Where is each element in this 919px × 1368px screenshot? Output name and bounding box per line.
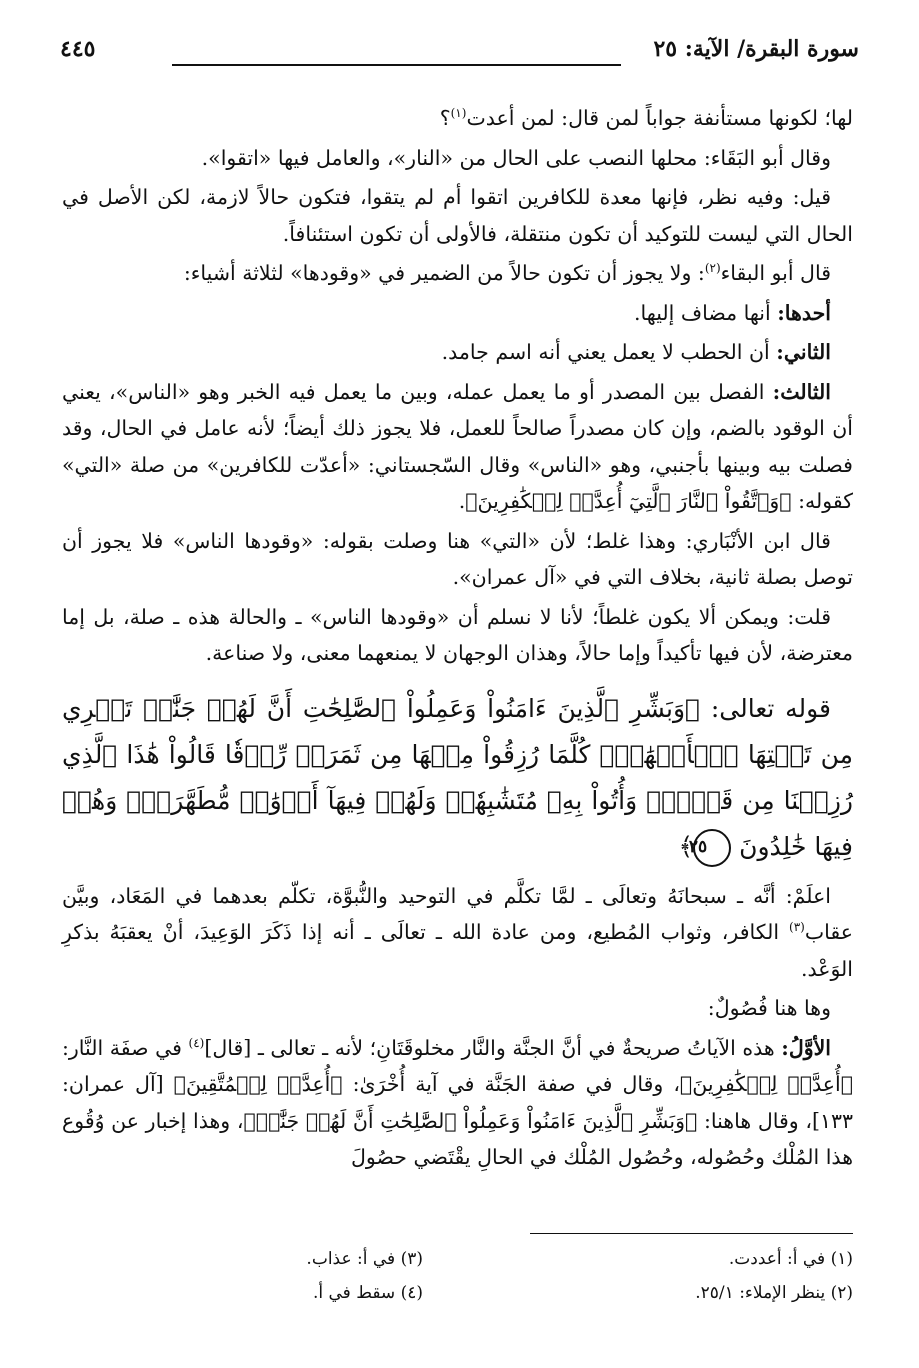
paragraph-text-cont: الكافر، وثواب المُطيع، ومن عادة الله ـ تعالَى ـ أنه إذا ذَكَرَ الوَعِيدَ، أنْ يعقبَهُ بذكرِ الوَعْد. [62,920,853,981]
paragraph-text: قال ابن الأنْبَاري: وهذا غلط؛ لأن «التي» هنا وصلت بقوله: «وقودها الناس» فلا يجوز أن توصل بصلة ثانية، بخلاف التي في «آل عمران». [62,528,853,589]
paragraph-text-cont: : ولا يجوز أن تكون حالاً من الضمير في «وقودها» لثلاثة أشياء: [183,261,705,285]
paragraph-lead: الأوَّلُ: [781,1035,831,1060]
paragraph-text: وقال أبو البَقَاء: محلها النصب على الحال من «النار»، والعامل فيها «اتقوا». [201,145,831,170]
verse-intro: قوله تعالى: [700,693,831,723]
paragraph [62,140,853,177]
paragraph-text: قال أبو البقاء [720,261,831,285]
paragraph-lead: الثاني: [776,340,831,364]
paragraph [62,878,853,988]
footnote: (٤) سقط في أ. [312,1283,423,1303]
paragraph-text: أن الحطب لا يعمل يعني أنه اسم جامد. [441,340,777,364]
verse-number-marker: ٢٥ [693,829,731,867]
paragraph-text: قلت: ويمكن ألا يكون غلطاً؛ لأنا لا نسلم أن «وقودها الناس» ـ والحالة هذه ـ صلة، بل إما معترضة، لأن فيها تأكيداً وإما حالاً، وهذان الوجهان لا يمنعهما معنى، ولا صناعة. [62,604,853,665]
paragraph-text-cont: في صفَة النَّار: ﴿أُعِدَّتۡ لِلۡكَٰفِرِينَ﴾، وقال في صفة الجَنَّة في آية أُخْرَىٰ: ﴿أُعِدَّتۡ لِلۡمُتَّقِينَ﴾ [آل عمران: ١٣٣]، وقال هاهنا: ﴿وَبَشِّرِ ٱلَّذِينَ ءَامَنُواْ وَعَمِلُواْ ٱلصَّٰلِحَٰتِ أَنَّ لَهُمۡ جَنَّٰتٖ﴾، وهذا إخبار عن وُقُوع هذا المُلْك وحُصُوله، وحُصُول المُلْك في الحالِ يقْتَضي حصُولَ [62,1035,853,1169]
running-header [60,34,859,74]
paragraph [62,295,853,332]
page-number: ٤٤٥ [60,36,96,62]
paragraph [62,599,853,672]
paragraph-lead: الثالث: [772,379,831,404]
paragraph [62,374,853,520]
chapter-title: سورة البقرة/ الآية: ٢٥ [653,36,859,62]
paragraph-text: الفصل بين المصدر أو ما يعمل عمله، وبين ما يعمل فيه الخبر وهو «الناس»، يعني أن الوقود بالضم، وإن كان مصدراً صالحاً للعمل، فلا يجوز ذلك أيضاً؛ لأنه عامل في الحال، وقد فصلت بيه وبينها بأجنبي، وهو «الناس» وقال السّجستاني: «أعدّت للكافرين» من صلة «التي» كقوله: ﴿وَٱتَّقُواْ ٱلنَّارَ ٱلَّتِيٓ أُعِدَّتۡ لِلۡكَٰفِرِينَ﴾. [62,379,853,513]
paragraph-text: قيل: وفيه نظر، فإنها معدة للكافرين اتقوا أم لم يتقوا، فتكون حالاً لازمة، لكن الأصل في الحال التي ليست للتوكيد أن تكون منتقلة، فالأولى أن تكون استئنافاً. [62,185,853,246]
footnotes-right-column [523,1242,853,1310]
paragraph [62,1030,853,1176]
paragraph-text: هذه الآياتُ صريحةٌ في أنَّ الجنَّة والنَّار مخلوقَتَانِ؛ لأنه ـ تعالى ـ [قال] [204,1035,782,1060]
paragraph-text: اعلَمْ: أنَّه ـ سبحانَهُ وتعالَى ـ لمَّا تكلَّم في التوحيد والنُّبوَّة، تكلّم بعدهما في المَعَاد، وبيَّن عقاب [62,883,853,944]
paragraph [62,990,853,1027]
paragraph-text-cont: ؟ [439,106,451,130]
footnote-ref: (٤) [188,1035,205,1050]
footnotes-left-column [93,1242,423,1310]
verse-text: ﴿وَبَشِّرِ ٱلَّذِينَ ءَامَنُواْ وَعَمِلُواْ ٱلصَّٰلِحَٰتِ أَنَّ لَهُمۡ جَنَّٰتٖ تَجۡرِي مِن تَحۡتِهَا ٱلۡأَنۡهَٰرُۖ كُلَّمَا رُزِقُواْ مِنۡهَا مِن ثَمَرَةٖ رِّزۡقٗا قَالُواْ هَٰذَا ٱلَّذِي رُزِقۡنَا مِن قَبۡلُۖ وَأُتُواْ بِهِۦ مُتَشَٰبِهٗاۖ وَلَهُمۡ فِيهَآ أَزۡوَٰجٞ مُّطَهَّرَةٞۖ وَهُمۡ فِيهَا خَٰلِدُونَ [62,693,853,861]
paragraph-lead: أحدها: [777,300,831,325]
paragraph-text: أنها مضاف إليها. [633,300,778,325]
commentary [62,878,853,1176]
paragraph [62,334,853,371]
footnote-ref: (٢) [704,261,721,276]
header-rule [172,64,621,66]
paragraph [62,100,853,137]
paragraph [62,179,853,252]
footnote-ref: (١) [450,106,467,121]
footnote-ref: (٣) [789,920,805,935]
footnote: (٢) ينظر الإملاء: ٢٥/١. [695,1283,853,1303]
verse-close: ﴾ [678,831,694,861]
paragraph [62,523,853,596]
footnote-rule [530,1233,853,1234]
paragraph [62,255,853,292]
paragraph-text: لها؛ لكونها مستأنفة جواباً لمن قال: لمن أعدت [466,106,853,130]
footnote: (٣) في أ: عذاب. [306,1249,423,1269]
paragraph-text: وها هنا فُصُولٌ: [707,996,831,1020]
quran-verse-block [62,686,853,870]
main-text [62,100,853,1179]
footnote: (١) في أ: أعددت. [728,1249,853,1269]
paragraphs [62,100,853,672]
